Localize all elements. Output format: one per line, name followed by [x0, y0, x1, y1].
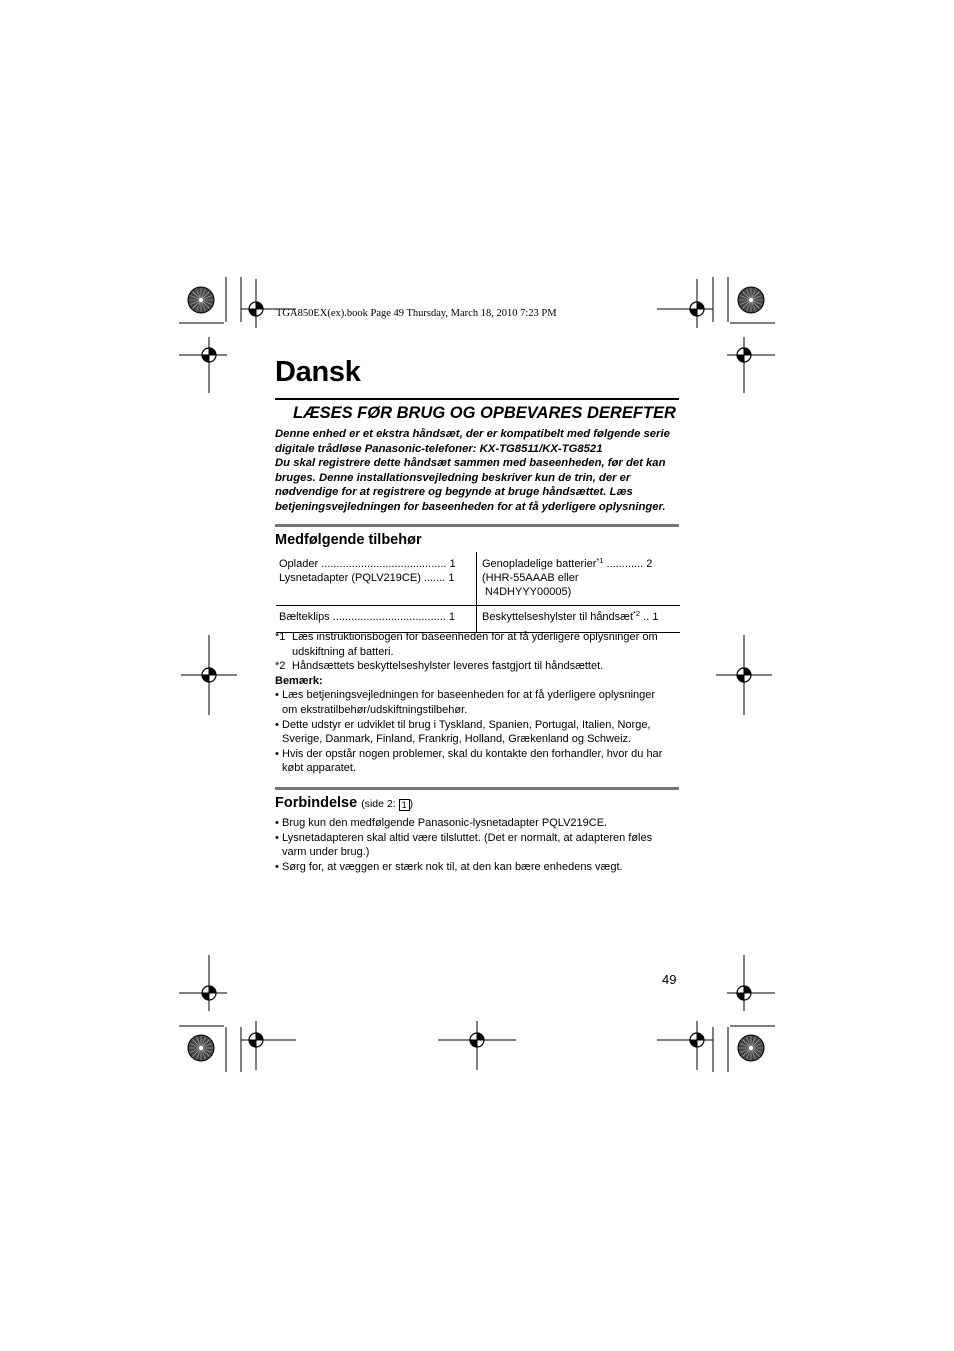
- note-text: • Dette udstyr er udviklet til brug i Tyskland, Spanien, Portugal, Italien, Norge,: [282, 718, 651, 731]
- table-divider: [476, 552, 477, 632]
- table-cell: [279, 610, 455, 624]
- warning-subtitle: LÆSES FØR BRUG OG OPBEVARES DEREFTER: [293, 404, 676, 422]
- connection-heading: [275, 795, 413, 811]
- table-row-divider: [276, 605, 680, 606]
- accessory-adapter: Lysnetadapter (PQLV219CE) ....... 1: [279, 572, 455, 584]
- section-divider: [275, 524, 679, 527]
- connection-item: [275, 860, 685, 875]
- accessory-qty: .. 1: [640, 611, 659, 623]
- intro-line: nødvendige for at registrere og begynde at bruge håndsættet. Læs: [275, 486, 633, 498]
- page-title: Dansk: [275, 356, 361, 388]
- accessory-cover: [482, 610, 658, 624]
- figure-number-box: 1: [399, 799, 410, 811]
- intro-line: Denne enhed er et ekstra håndsæt, der er kompatibelt med følgende serie: [275, 428, 670, 440]
- note-item: [275, 747, 685, 776]
- note-text: om ekstratilbehør/udskiftningstilbehør.: [282, 703, 468, 716]
- section-divider: [275, 787, 679, 790]
- intro-line: Du skal registrere dette håndsæt sammen med baseenheden, før det kan: [275, 457, 666, 469]
- note-item: [275, 718, 685, 747]
- accessory-charger: Oplader ......................................... 1: [279, 558, 456, 570]
- footnote-ref: *2: [633, 609, 641, 618]
- intro-line: bruges. Denne installationsvejledning beskriver kun de trin, der er: [275, 471, 631, 484]
- battery-model: (HHR-55AAAB eller: [482, 572, 579, 584]
- footnote-text: Læs instruktionsbogen for baseenheden for at få yderligere oplysninger om: [292, 631, 658, 643]
- accessory-batteries: [482, 557, 652, 571]
- accessory-label: Beskyttelseshylster til håndsæt: [482, 611, 634, 623]
- intro-line: digitale trådløse Panasonic-telefoner: KX-TG8511/KX-TG8521: [275, 442, 603, 455]
- table-cell: [482, 610, 658, 624]
- footnote-mark: *2: [275, 660, 286, 673]
- ref-suffix: ): [409, 798, 414, 810]
- footnote: [275, 630, 685, 659]
- footnote-mark: *1: [275, 631, 286, 643]
- note-text: • Læs betjeningsvejledningen for baseenheden for at få yderligere oplysninger: [282, 689, 656, 702]
- accessory-notes: [275, 630, 685, 776]
- intro-line: betjeningsvejledningen for baseenheden for at få yderligere oplysninger.: [275, 500, 666, 513]
- connection-text: varm under brug.): [282, 846, 370, 859]
- footnote: [275, 659, 685, 674]
- page-number: 49: [662, 972, 677, 987]
- note-text: Sverige, Danmark, Finland, Frankrig, Holland, Grækenland og Schweiz.: [282, 733, 632, 746]
- battery-model: N4DHYYY00005): [482, 586, 572, 598]
- footnote-text: Håndsættets beskyttelseshylster leveres fastgjort til håndsættet.: [292, 660, 604, 673]
- note-label: Bemærk:: [275, 674, 323, 687]
- connection-text: • Brug kun den medfølgende Panasonic-lysnetadapter PQLV219CE.: [282, 817, 608, 829]
- connection-item: [275, 816, 685, 831]
- table-cell: [482, 557, 652, 599]
- note-text: købt apparatet.: [282, 762, 356, 775]
- connection-text: • Lysnetadapteren skal altid være tilsluttet. (Det er normalt, at adapteren føles: [282, 831, 653, 844]
- accessory-label: Genopladelige batterier: [482, 558, 597, 570]
- accessories-table: [276, 552, 680, 632]
- table-cell: [279, 557, 456, 585]
- connection-title: Forbindelse: [275, 795, 358, 811]
- note-item: [275, 688, 685, 717]
- accessory-qty: ............ 2: [603, 558, 653, 570]
- connection-item: [275, 831, 685, 860]
- footnote-ref: *1: [596, 556, 604, 565]
- accessories-heading: Medfølgende tilbehør: [275, 532, 422, 548]
- intro-paragraph: [275, 427, 685, 514]
- print-info-header: TGA850EX(ex).book Page 49 Thursday, March 18, 2010 7:23 PM: [276, 308, 557, 319]
- title-divider: [275, 398, 679, 400]
- footnote-text: udskiftning af batteri.: [292, 645, 394, 658]
- connection-text: • Sørg for, at væggen er stærk nok til, at den kan bære enhedens vægt.: [282, 860, 623, 873]
- accessory-belt-clip: Bælteklips ..................................... 1: [279, 611, 456, 623]
- ref-prefix: (side 2:: [361, 798, 399, 810]
- connection-bullets: [275, 816, 685, 874]
- note-text: • Hvis der opstår nogen problemer, skal du kontakte den forhandler, hvor du har: [282, 747, 663, 760]
- page-reference: [361, 798, 413, 810]
